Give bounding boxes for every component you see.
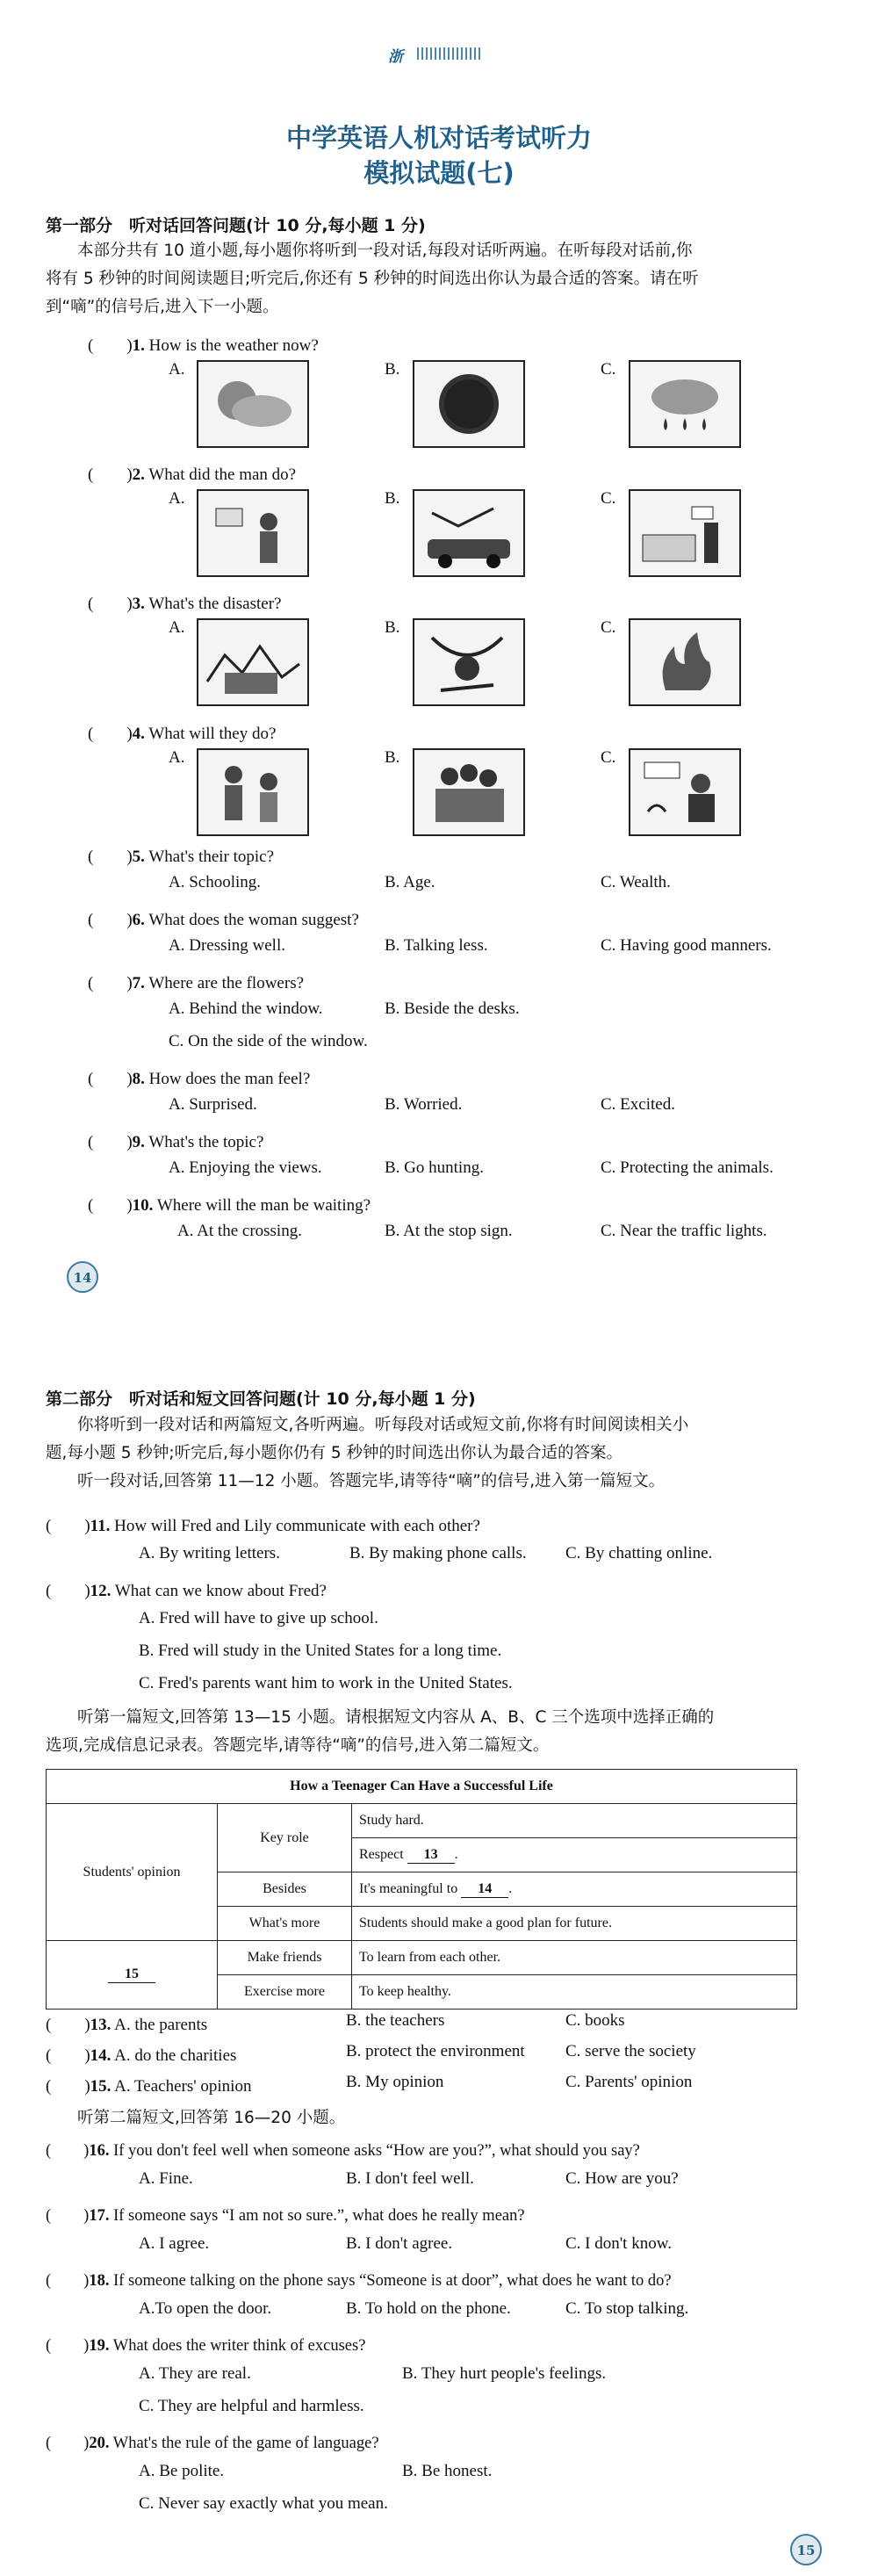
info-record-table bbox=[46, 1769, 797, 2010]
question-text: What will they do? bbox=[148, 725, 277, 743]
option-label: A. bbox=[169, 360, 185, 379]
blank-15[interactable]: 15 bbox=[108, 1966, 155, 1983]
question-text: How is the weather now? bbox=[148, 336, 319, 355]
question-text: What's their topic? bbox=[148, 848, 275, 866]
question-number: 12. bbox=[90, 1582, 112, 1600]
question-15 bbox=[46, 2073, 251, 2096]
question-number: 9. bbox=[132, 1133, 145, 1151]
answer-paren[interactable]: ( ) bbox=[46, 2272, 90, 2290]
option-b[interactable]: B. protect the environment bbox=[346, 2042, 525, 2060]
question-number: 3. bbox=[132, 595, 145, 613]
answer-paren[interactable]: ( ) bbox=[88, 848, 133, 866]
row-value-punct: . bbox=[508, 1880, 513, 1896]
question-17 bbox=[46, 2203, 525, 2226]
question-text: What does the woman suggest? bbox=[148, 911, 359, 929]
question-number: 20. bbox=[89, 2435, 110, 2452]
firefighter-picture[interactable] bbox=[629, 748, 741, 836]
row-key: Besides bbox=[218, 1872, 352, 1907]
question-number: 6. bbox=[132, 911, 145, 929]
question-number: 16. bbox=[89, 2142, 110, 2160]
option-a[interactable]: A.To open the door. bbox=[139, 2299, 272, 2318]
row-value-text: Respect bbox=[359, 1846, 404, 1862]
option-label: B. bbox=[385, 618, 400, 637]
option-label: A. bbox=[169, 748, 185, 767]
question-text: What's the disaster? bbox=[148, 595, 282, 613]
question-number: 18. bbox=[89, 2272, 110, 2290]
option-c[interactable]: C. They are helpful and harmless. bbox=[139, 2397, 364, 2415]
option-c[interactable]: C. Excited. bbox=[601, 1095, 675, 1114]
question-number: 5. bbox=[132, 848, 145, 866]
question-number: 4. bbox=[132, 725, 145, 743]
answer-paren[interactable]: ( ) bbox=[88, 725, 133, 743]
option-b[interactable]: B. To hold on the phone. bbox=[346, 2299, 511, 2318]
option-a[interactable]: A. I agree. bbox=[139, 2234, 210, 2253]
answer-paren[interactable]: ( ) bbox=[46, 2016, 90, 2034]
option-a[interactable]: A. Enjoying the views. bbox=[169, 1158, 322, 1177]
part2-intro-line: 题,每小题 5 秒钟;听完后,每小题你仍有 5 秒钟的时间选出你认为最合适的答案。 bbox=[46, 1444, 623, 1462]
earthquake-picture[interactable] bbox=[197, 618, 309, 706]
row-value-punct: . bbox=[454, 1846, 458, 1862]
option-a[interactable]: A. Fred will have to give up school. bbox=[139, 1609, 378, 1627]
answer-paren[interactable]: ( ) bbox=[46, 2077, 90, 2096]
option-c[interactable]: C. Never say exactly what you mean. bbox=[139, 2494, 388, 2513]
question-text: If you don't feel well when someone asks “How are you?”, what should you say? bbox=[113, 2142, 640, 2160]
option-c[interactable]: C. serve the society bbox=[565, 2042, 696, 2060]
question-text: What's the topic? bbox=[148, 1133, 264, 1151]
part1-intro bbox=[46, 237, 853, 321]
question-text: Where are the flowers? bbox=[148, 974, 305, 992]
part2-intro-line: 你将听到一段对话和两篇短文,各听两遍。听每段对话或短文前,你将有时间阅读相关小 bbox=[77, 1416, 689, 1434]
row-key: Key role bbox=[218, 1804, 352, 1872]
option-c[interactable]: C. On the side of the window. bbox=[169, 1032, 368, 1050]
question-text: Where will the man be waiting? bbox=[156, 1196, 371, 1215]
option-b[interactable]: B. My opinion bbox=[346, 2073, 444, 2091]
option-b[interactable]: B. At the stop sign. bbox=[385, 1222, 513, 1240]
question-number: 15. bbox=[90, 2077, 112, 2096]
question-number: 13. bbox=[90, 2016, 112, 2034]
sun-picture[interactable] bbox=[413, 360, 525, 448]
option-b[interactable]: B. They hurt people's feelings. bbox=[402, 2364, 607, 2383]
part2-instruction: 听一段对话,回答第 11—12 小题。答题完毕,请等待“嘀”的信号,进入第一篇短文。 bbox=[77, 1472, 666, 1490]
option-c[interactable]: C. I don't know. bbox=[565, 2234, 672, 2253]
row-key: Exercise more bbox=[218, 1975, 352, 2010]
question-3 bbox=[88, 590, 281, 614]
option-b[interactable]: B. Talking less. bbox=[385, 936, 488, 955]
cloudy-sun-picture[interactable] bbox=[197, 360, 309, 448]
row-value: To learn from each other. bbox=[352, 1941, 797, 1975]
question-number: 7. bbox=[132, 974, 145, 992]
question-text: If someone says “I am not so sure.”, what does he really mean? bbox=[113, 2207, 525, 2225]
header-decoration bbox=[417, 47, 480, 60]
option-a[interactable]: A. Behind the window. bbox=[169, 999, 323, 1018]
question-1 bbox=[88, 332, 319, 356]
fire-picture[interactable] bbox=[629, 618, 741, 706]
option-a[interactable]: A. Fine. bbox=[139, 2169, 193, 2188]
part2-heading: 第二部分 听对话和短文回答问题(计 10 分,每小题 1 分) bbox=[46, 1389, 476, 1409]
crowd-picture[interactable] bbox=[413, 748, 525, 836]
option-c[interactable]: C. How are you? bbox=[565, 2169, 679, 2188]
question-7 bbox=[88, 970, 304, 993]
blank-13[interactable]: 13 bbox=[407, 1847, 455, 1864]
question-text: How will Fred and Lily communicate with each other? bbox=[114, 1517, 480, 1535]
option-label: B. bbox=[385, 748, 400, 767]
option-a[interactable]: A. Be polite. bbox=[139, 2462, 225, 2480]
blank-14[interactable]: 14 bbox=[461, 1881, 508, 1898]
question-12 bbox=[46, 1577, 327, 1601]
option-label: A. bbox=[169, 489, 185, 508]
question-text: What did the man do? bbox=[148, 465, 297, 484]
answer-paren[interactable]: ( ) bbox=[46, 2337, 90, 2355]
option-c[interactable]: C. By chatting online. bbox=[565, 1544, 713, 1562]
rain-cloud-picture[interactable] bbox=[629, 360, 741, 448]
option-c[interactable]: C. books bbox=[565, 2011, 625, 2030]
option-label: C. bbox=[601, 748, 616, 767]
question-14 bbox=[46, 2042, 236, 2066]
question-4 bbox=[88, 720, 276, 744]
option-c[interactable]: C. Near the traffic lights. bbox=[601, 1222, 767, 1240]
option-b[interactable]: B. Be honest. bbox=[402, 2462, 493, 2480]
part2-intro bbox=[46, 1411, 853, 1496]
answer-paren[interactable]: ( ) bbox=[88, 1196, 133, 1215]
row-value: Study hard. bbox=[352, 1804, 797, 1838]
option-b[interactable]: B. Worried. bbox=[385, 1095, 463, 1114]
option-c[interactable]: C. Having good manners. bbox=[601, 936, 772, 955]
option-a[interactable]: A. By writing letters. bbox=[139, 1544, 280, 1562]
option-b[interactable]: B. Go hunting. bbox=[385, 1158, 484, 1177]
answer-paren[interactable]: ( ) bbox=[88, 911, 133, 929]
page-subtitle: 模拟试题(七) bbox=[363, 158, 515, 188]
part2-passage2-instruction: 听第二篇短文,回答第 16—20 小题。 bbox=[77, 2109, 346, 2127]
question-number: 8. bbox=[132, 1070, 145, 1088]
question-number: 10. bbox=[132, 1196, 154, 1215]
question-text: If someone talking on the phone says “Someone is at door”, what does he want to do? bbox=[113, 2272, 672, 2290]
page-number-badge: 14 bbox=[67, 1261, 98, 1293]
answer-paren[interactable]: ( ) bbox=[88, 1133, 133, 1151]
option-a[interactable]: A. Surprised. bbox=[169, 1095, 257, 1114]
option-b[interactable]: B. Beside the desks. bbox=[385, 999, 520, 1018]
row-value-blank-14 bbox=[352, 1872, 797, 1907]
answer-paren[interactable]: ( ) bbox=[46, 2207, 90, 2225]
option-c[interactable]: C. Wealth. bbox=[601, 873, 671, 891]
part1-intro-line: 将有 5 秒钟的时间阅读题目;听完后,你还有 5 秒钟的时间选出你认为最合适的答案。请在听 bbox=[46, 270, 699, 288]
question-19 bbox=[46, 2333, 365, 2356]
option-b[interactable]: B. Fred will study in the United States for a long time. bbox=[139, 1642, 502, 1660]
question-text: What does the writer think of excuses? bbox=[112, 2337, 366, 2355]
answer-paren[interactable]: ( ) bbox=[88, 336, 133, 355]
part1-intro-line: 到“嘀”的信号后,进入下一小题。 bbox=[46, 298, 279, 316]
part2-table-instruction bbox=[46, 1704, 853, 1760]
question-16 bbox=[46, 2138, 640, 2161]
storm-picture[interactable] bbox=[413, 618, 525, 706]
option-label: C. bbox=[601, 489, 616, 508]
row-value: To keep healthy. bbox=[352, 1975, 797, 2010]
question-number: 11. bbox=[90, 1517, 111, 1535]
option-c[interactable]: C. To stop talking. bbox=[565, 2299, 689, 2318]
group-blank-15 bbox=[47, 1941, 218, 2010]
instruction-line: 听第一篇短文,回答第 13—15 小题。请根据短文内容从 A、B、C 三个选项中选择正确的 bbox=[77, 1708, 715, 1727]
option-b[interactable]: B. the teachers bbox=[346, 2011, 445, 2030]
option-c[interactable]: C. Parents' opinion bbox=[565, 2073, 693, 2091]
option-label: C. bbox=[601, 360, 616, 379]
question-number: 2. bbox=[132, 465, 145, 484]
answer-paren[interactable]: ( ) bbox=[88, 595, 133, 613]
question-number: 17. bbox=[89, 2207, 110, 2225]
question-10 bbox=[88, 1192, 371, 1216]
part1-heading: 第一部分 听对话回答问题(计 10 分,每小题 1 分) bbox=[46, 216, 426, 235]
question-8 bbox=[88, 1065, 310, 1089]
police-picture[interactable] bbox=[197, 748, 309, 836]
question-18 bbox=[46, 2268, 672, 2291]
answer-paren[interactable]: ( ) bbox=[46, 2142, 90, 2160]
answer-paren[interactable]: ( ) bbox=[46, 2435, 90, 2452]
page-number-badge: 15 bbox=[790, 2534, 822, 2565]
answer-paren[interactable]: ( ) bbox=[46, 1582, 90, 1600]
question-text: What's the rule of the game of language? bbox=[112, 2435, 379, 2452]
answer-paren[interactable]: ( ) bbox=[88, 1070, 133, 1088]
question-11 bbox=[46, 1512, 480, 1536]
question-13 bbox=[46, 2011, 207, 2035]
answer-paren[interactable]: ( ) bbox=[88, 974, 133, 992]
option-c[interactable]: C. Protecting the animals. bbox=[601, 1158, 774, 1177]
answer-paren[interactable]: ( ) bbox=[46, 2046, 90, 2065]
option-b[interactable]: B. Age. bbox=[385, 873, 435, 891]
option-a[interactable]: A. Dressing well. bbox=[169, 936, 285, 955]
question-6 bbox=[88, 906, 359, 930]
row-value: Students should make a good plan for future. bbox=[352, 1907, 797, 1941]
answer-paren[interactable]: ( ) bbox=[46, 1517, 90, 1535]
option-a[interactable]: A. Schooling. bbox=[169, 873, 262, 891]
option-a[interactable]: A. At the crossing. bbox=[177, 1222, 302, 1240]
question-20 bbox=[46, 2430, 379, 2453]
group-students-opinion: Students' opinion bbox=[47, 1804, 218, 1941]
option-a[interactable]: A. the parents bbox=[114, 2016, 208, 2034]
page-title: 中学英语人机对话考试听力 bbox=[285, 123, 592, 153]
question-9 bbox=[88, 1129, 263, 1152]
option-b[interactable]: B. I don't feel well. bbox=[346, 2169, 474, 2188]
option-b[interactable]: B. By making phone calls. bbox=[349, 1544, 527, 1562]
table-title: How a Teenager Can Have a Successful Life bbox=[47, 1770, 797, 1804]
answer-paren[interactable]: ( ) bbox=[88, 465, 133, 484]
option-b[interactable]: B. I don't agree. bbox=[346, 2234, 453, 2253]
question-number: 1. bbox=[132, 336, 145, 355]
row-key: Make friends bbox=[218, 1941, 352, 1975]
row-value-text: It's meaningful to bbox=[359, 1880, 458, 1896]
option-a[interactable]: A. do the charities bbox=[114, 2046, 237, 2065]
instruction-line: 选项,完成信息记录表。答题完毕,请等待“嘀”的信号,进入第二篇短文。 bbox=[46, 1736, 550, 1755]
question-2 bbox=[88, 461, 296, 485]
office-picture[interactable] bbox=[629, 489, 741, 577]
question-5 bbox=[88, 843, 274, 867]
option-label: B. bbox=[385, 489, 400, 508]
question-text: How does the man feel? bbox=[148, 1070, 311, 1088]
option-a[interactable]: A. They are real. bbox=[139, 2364, 251, 2383]
option-a[interactable]: A. Teachers' opinion bbox=[114, 2077, 252, 2096]
part1-intro-line: 本部分共有 10 道小题,每小题你将听到一段对话,每段对话听两遍。在听每段对话前,你 bbox=[77, 242, 693, 260]
question-number: 14. bbox=[90, 2046, 112, 2065]
row-key: What's more bbox=[218, 1907, 352, 1941]
option-label: A. bbox=[169, 618, 185, 637]
question-text: What can we know about Fred? bbox=[114, 1582, 327, 1600]
option-label: B. bbox=[385, 360, 400, 379]
traffic-police-picture[interactable] bbox=[197, 489, 309, 577]
car-race-picture[interactable] bbox=[413, 489, 525, 577]
option-c[interactable]: C. Fred's parents want him to work in the United States. bbox=[139, 1674, 513, 1692]
row-value-blank-13 bbox=[352, 1838, 797, 1872]
option-label: C. bbox=[601, 618, 616, 637]
publisher-logo: 浙 bbox=[388, 48, 403, 66]
question-number: 19. bbox=[89, 2337, 110, 2355]
